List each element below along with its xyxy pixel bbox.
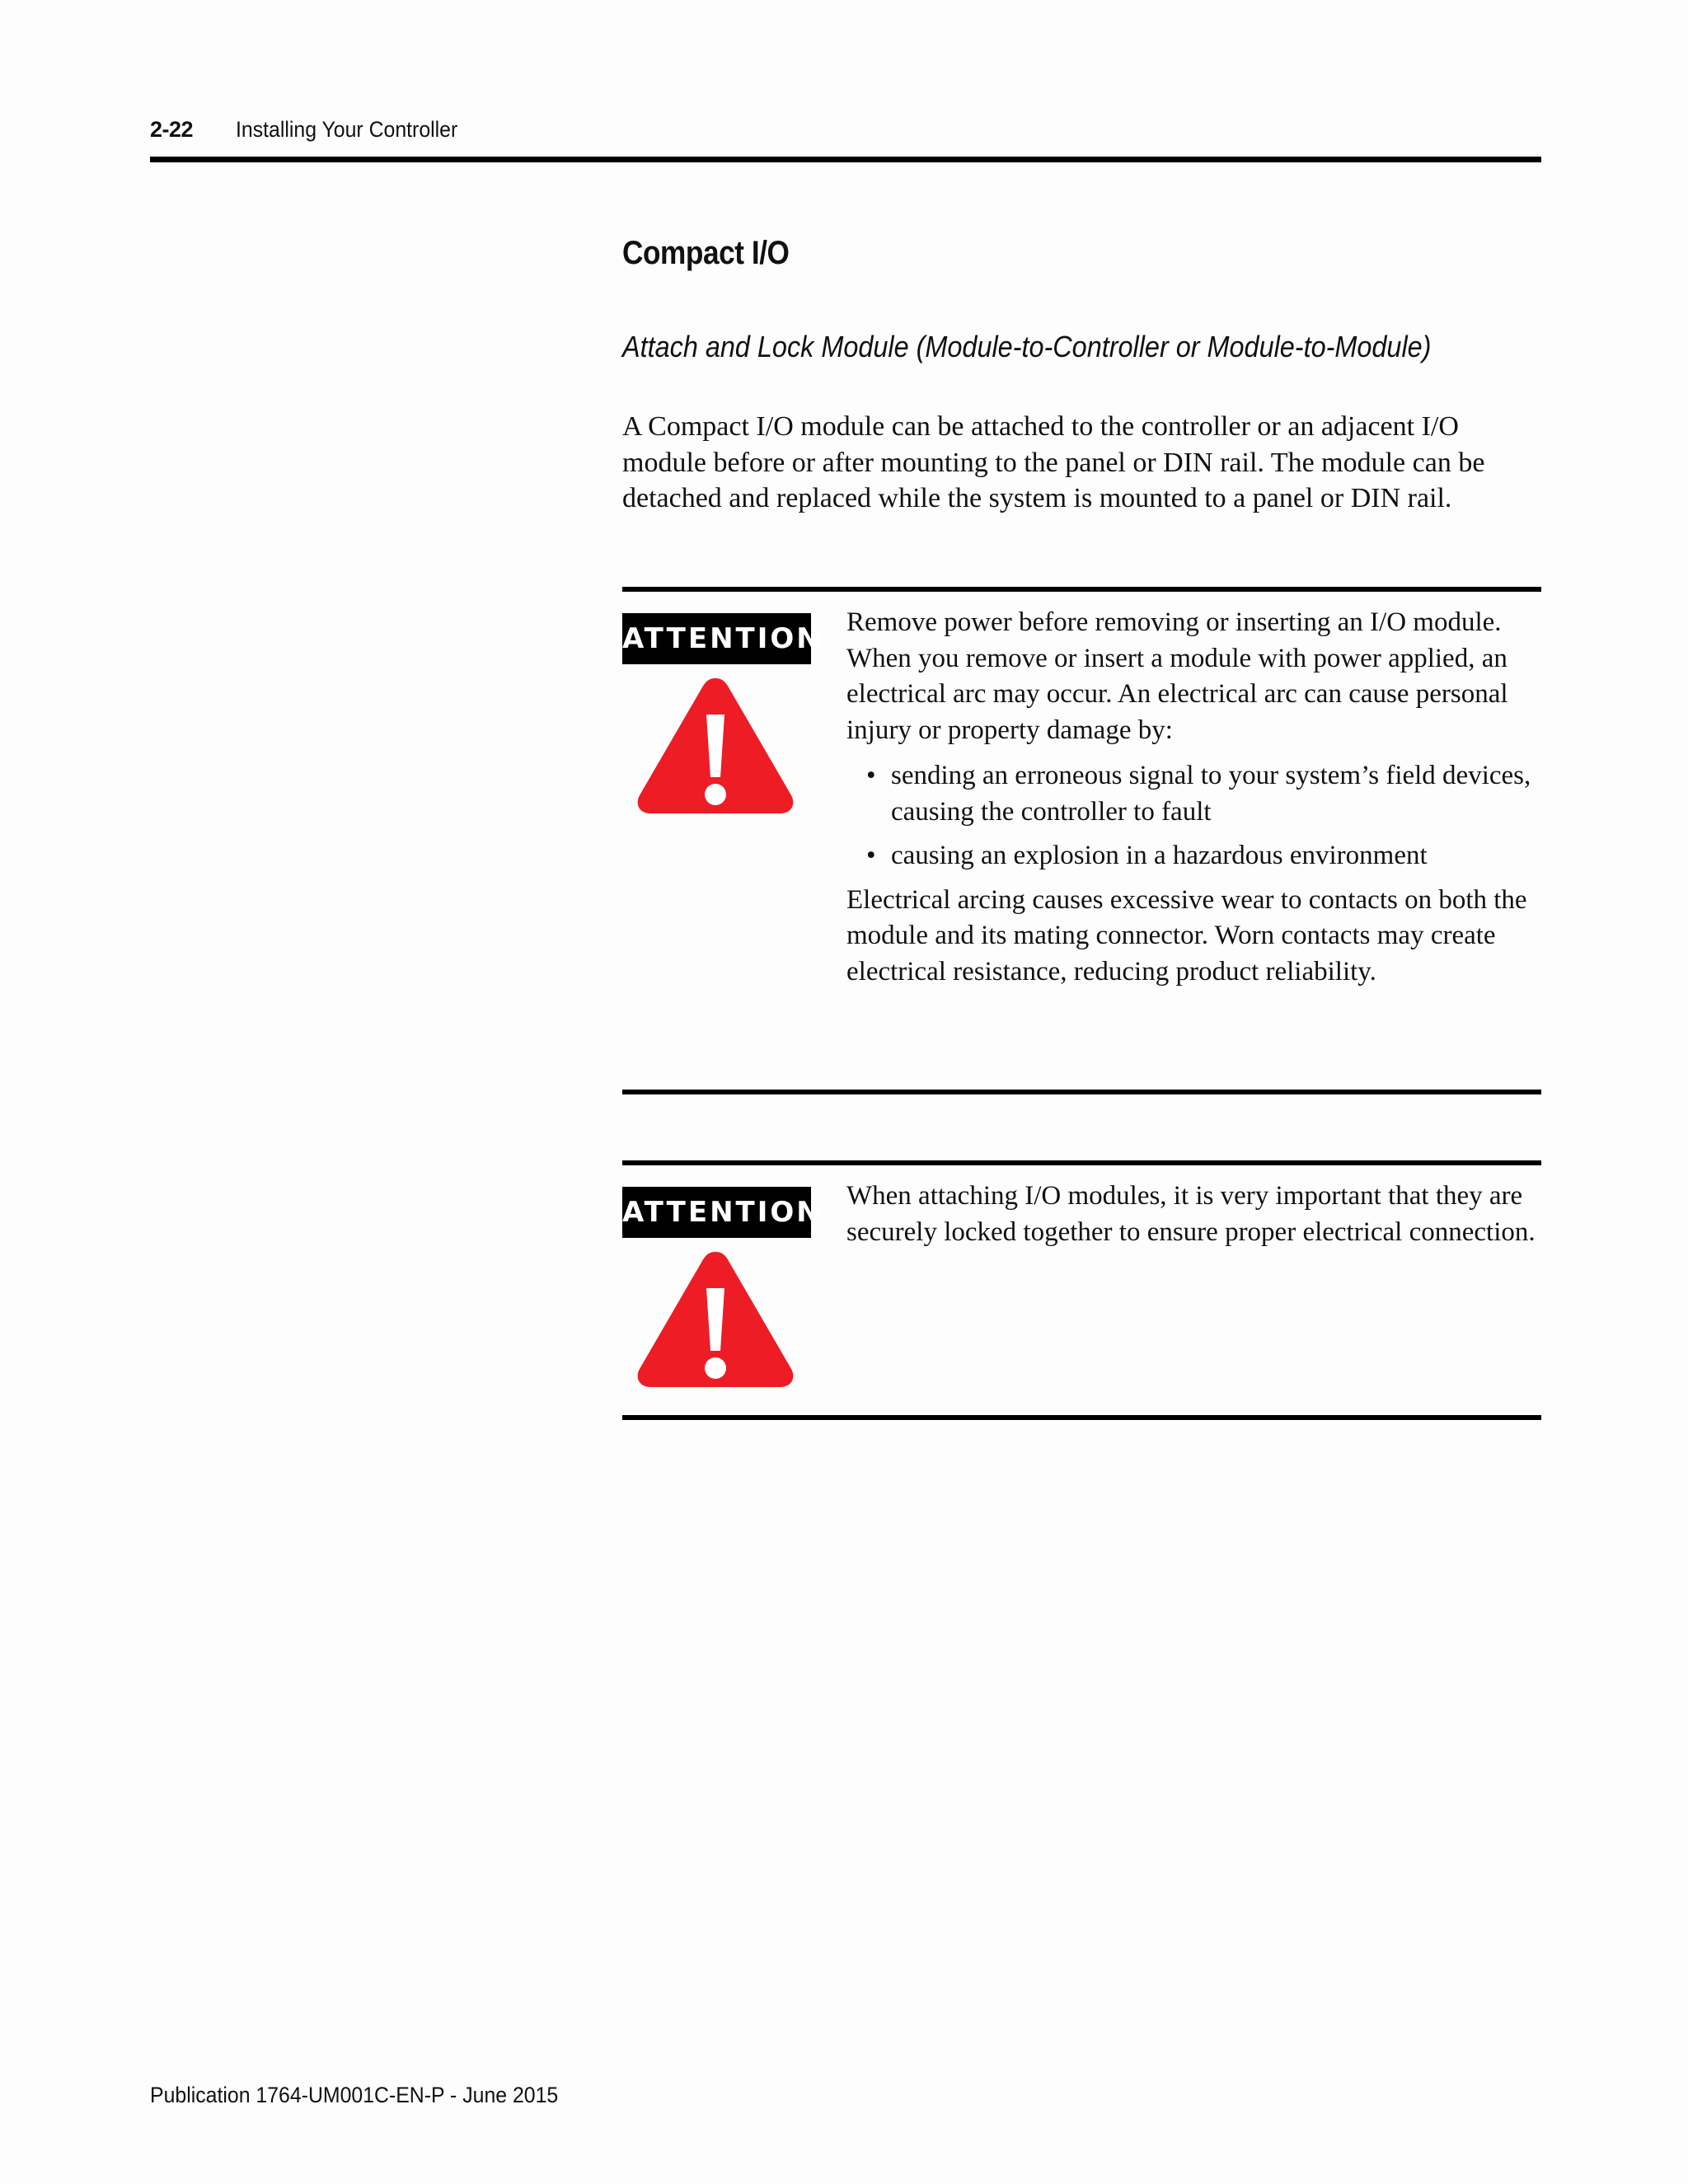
- attention-2-bottom-rule: [622, 1415, 1541, 1420]
- warning-exclamation-icon: [635, 672, 796, 816]
- section-heading: Compact I/O: [622, 235, 790, 271]
- attention-1-top-rule: [622, 587, 1541, 592]
- warning-exclamation-icon: [635, 1245, 796, 1390]
- attention-2-message: When attaching I/O modules, it is very important that they are securely locked together to ensure proper electrical connection.: [846, 1181, 1536, 1247]
- header-rule: [150, 157, 1541, 162]
- attention-2-text: [846, 1179, 1543, 1250]
- attention-1-label: ATTENTION: [622, 613, 811, 664]
- list-item: • causing an explosion in a hazardous environment: [846, 838, 1543, 874]
- bullet-glyph: •: [866, 841, 876, 870]
- running-header: [150, 114, 1541, 160]
- attention-1-message: Remove power before removing or inserting an I/O module. When you remove or insert a module with power applied, an electrical arc may occur. An electrical arc can cause personal injury or property damage by:: [846, 607, 1508, 745]
- attention-1-closing: Electrical arcing causes excessive wear to contacts on both the module and its mating connector. Worn contacts may create electrical resistance, reducing product reliability.: [846, 884, 1527, 987]
- attention-1-bullet-list: [846, 758, 1543, 874]
- attention-2-top-rule: [622, 1160, 1541, 1165]
- subsection-heading: Attach and Lock Module (Module-to-Controller or Module-to-Module): [622, 330, 1432, 363]
- intro-paragraph: A Compact I/O module can be attached to the controller or an adjacent I/O module before or after mounting to the panel or DIN rail. The module can be detached and replaced while the system is mounted to a panel or DIN rail.: [622, 411, 1485, 513]
- running-header-title: Installing Your Controller: [236, 117, 458, 142]
- page-number: 2-22: [150, 117, 194, 142]
- bullet-glyph: •: [866, 761, 876, 790]
- list-item: • sending an erroneous signal to your system’s field devices, causing the controller to fault: [846, 758, 1543, 830]
- attention-1-bottom-rule: [622, 1090, 1541, 1094]
- attention-2-label: ATTENTION: [622, 1187, 811, 1238]
- publication-footer: Publication 1764-UM001C-EN-P - June 2015: [150, 2083, 559, 2107]
- attention-1-text: [846, 605, 1543, 990]
